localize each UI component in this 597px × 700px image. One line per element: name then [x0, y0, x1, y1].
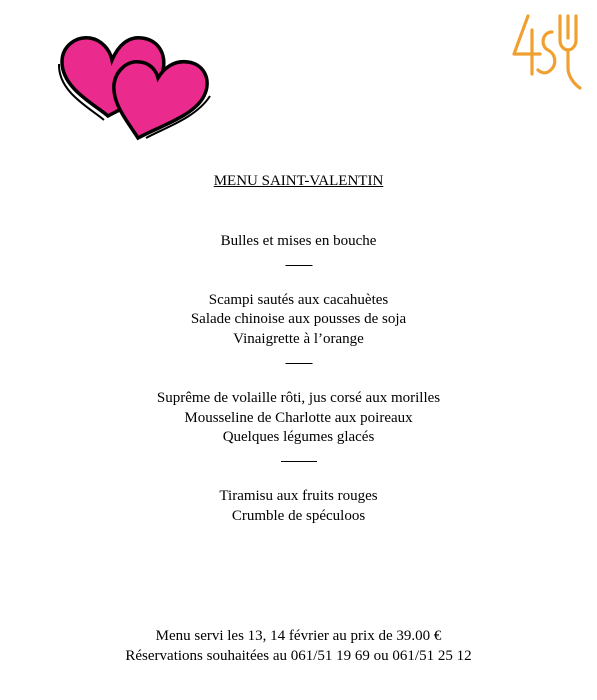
course-item: Tiramisu aux fruits rouges: [219, 487, 378, 504]
course-item: Suprême de volaille rôti, jus corsé aux morilles: [156, 389, 441, 406]
course-item: Scampi sautés aux cacahuètes: [208, 291, 389, 308]
course-separator: [0, 252, 597, 272]
course-item: Salade chinoise aux pousses de soja: [190, 311, 407, 328]
restaurant-logo-icon: [508, 10, 582, 92]
menu-title: MENU SAINT-VALENTIN: [213, 173, 384, 189]
menu-footer: [0, 626, 597, 666]
course-item: Bulles et mises en bouche: [220, 233, 377, 249]
menu-courses: [0, 232, 597, 526]
course-item: Vinaigrette à l’orange: [233, 331, 364, 348]
course-aperitif: [0, 232, 597, 252]
course-main: [0, 389, 597, 448]
price-info: Menu servi les 13, 14 février au prix de 39.00 €: [155, 628, 442, 644]
course-dessert: [0, 487, 597, 526]
course-item: Quelques légumes glacés: [222, 429, 375, 446]
course-separator: [0, 448, 597, 468]
reservation-info: Réservations souhaitées au 061/51 19 69 ou 061/51 25 12: [125, 648, 472, 664]
course-item: Mousseline de Charlotte aux poireaux: [184, 409, 413, 426]
course-separator: [0, 350, 597, 370]
course-starter: [0, 291, 597, 350]
course-item: Crumble de spéculoos: [231, 507, 366, 524]
hearts-icon: [56, 30, 216, 142]
